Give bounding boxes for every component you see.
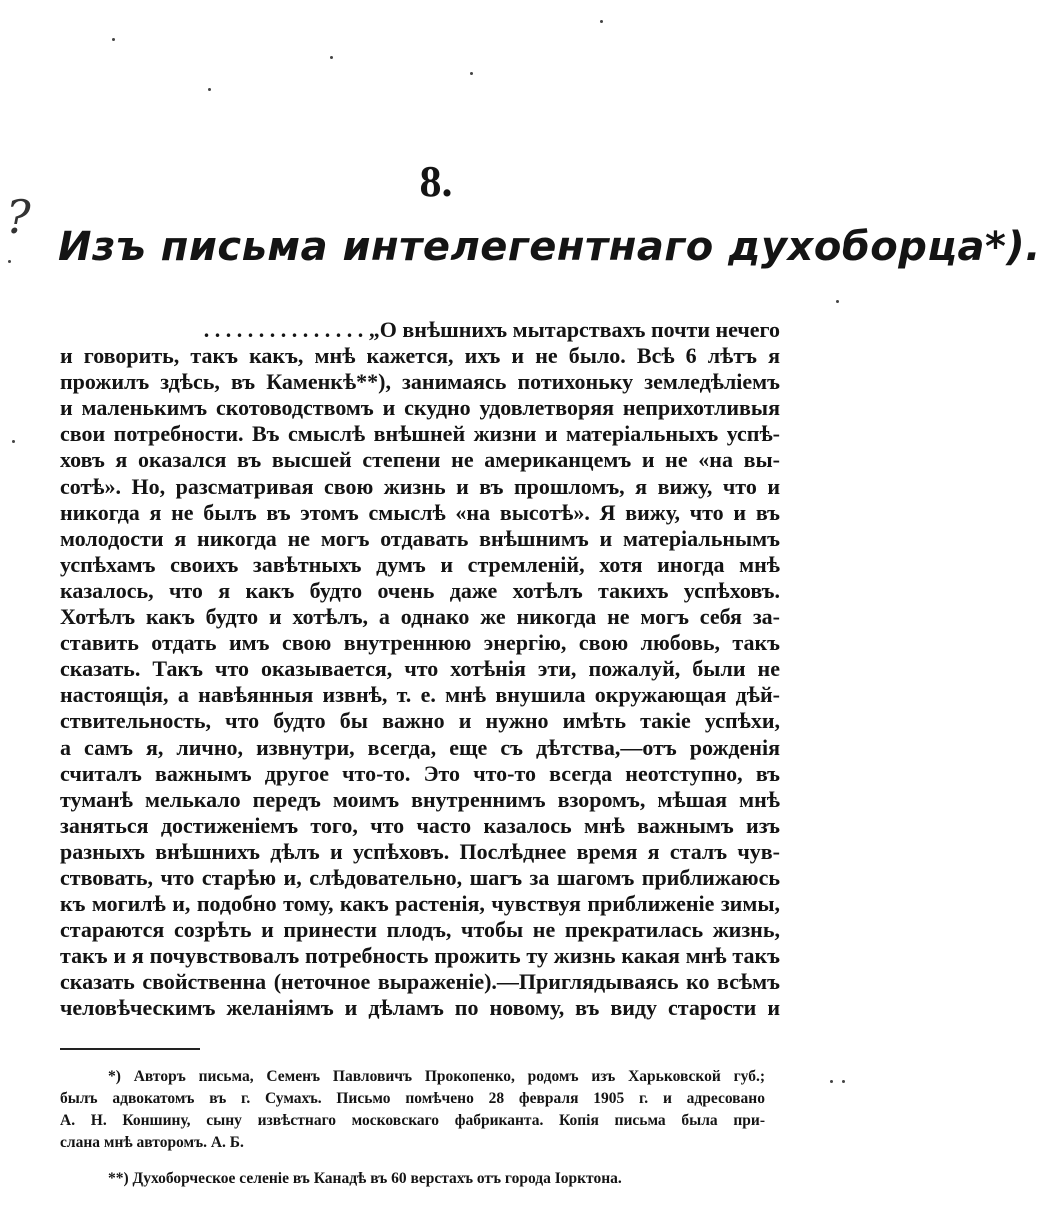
text-line: и говорить, такъ какъ, мнѣ кажется, ихъ и не было. Всѣ 6 лѣтъ я [60, 343, 780, 369]
scan-speck [208, 88, 211, 91]
text-line: человѣческимъ желаніямъ и дѣламъ по новому, въ виду старости и [60, 995, 780, 1021]
text-line: сотѣ». Но, разсматривая свою жизнь и въ прошломъ, я вижу, что и [60, 473, 780, 499]
text-line: такъ и я почувствовалъ потребность прожить ту жизнь какая мнѣ такъ [60, 943, 780, 969]
text-line: къ могилѣ и, подобно тому, какъ растенія, чувствуя приближеніе зимы, [60, 891, 780, 917]
footnote-line: былъ адвокатомъ въ г. Сумахъ. Письмо помѣчено 28 февраля 1905 г. и адресовано [60, 1090, 765, 1107]
text-line: а самъ я, лично, извнутри, всегда, еще съ дѣтства,—отъ рожденія [60, 734, 780, 760]
footnote-settlement [60, 1168, 765, 1190]
text-line: и маленькимъ скотоводствомъ и скудно удовлетворяя неприхотливыя [60, 395, 780, 421]
text-line: сказать. Такъ что оказывается, что хотѣнія эти, пожалуй, были не [60, 656, 780, 682]
scan-speck [830, 1080, 833, 1083]
chapter-title: Изъ письма интелегентнаго духоборца*). [58, 224, 1041, 270]
text-line: туманѣ мелькало передъ моимъ внутреннимъ взоромъ, мѣшая мнѣ [60, 786, 780, 812]
text-line: стараются созрѣть и принести плодъ, чтобы не прекратилась жизнь, [60, 917, 780, 943]
text-line: разныхъ внѣшнихъ дѣлъ и успѣховъ. Послѣднее время я сталъ чув- [60, 838, 780, 864]
footnote-line: слана мнѣ авторомъ. А. Б. [60, 1134, 244, 1151]
scan-speck [842, 1080, 845, 1083]
body-text [60, 317, 780, 1022]
text-line: . . . . . . . . . . . . . . . „О внѣшнихъ мытарствахъ почти нечего [203, 317, 780, 342]
text-line: сказать свойственна (неточное выраженіе).—Приглядываясь ко всѣмъ [60, 969, 780, 995]
scan-speck [112, 38, 115, 41]
scan-speck [470, 72, 473, 75]
scan-speck [836, 300, 839, 303]
scan-speck [8, 260, 11, 263]
footnote-author [60, 1066, 765, 1154]
margin-annotation: ? [6, 190, 31, 244]
scan-speck [330, 56, 333, 59]
scan-speck [600, 20, 603, 23]
text-line: ствительность, что будто бы важно и нужно имѣть такіе успѣхи, [60, 708, 780, 734]
footnote-line: *) Авторъ письма, Семенъ Павловичъ Прокопенко, родомъ изъ Харьковской губ.; [108, 1068, 765, 1085]
text-line: Хотѣлъ какъ будто и хотѣлъ, а однако же никогда не могъ себя за- [60, 604, 780, 630]
text-line: настоящія, а навѣянныя извнѣ, т. е. мнѣ внушила окружающая дѣй- [60, 682, 780, 708]
text-line: ствовать, что старѣю и, слѣдовательно, шагъ за шагомъ приближаюсь [60, 864, 780, 890]
text-line: заняться достиженіемъ того, что часто казалось мнѣ важнымъ изъ [60, 812, 780, 838]
text-line: ставить отдать имъ свою внутреннюю энергію, свою любовь, такъ [60, 630, 780, 656]
footnote-line: **) Духоборческое селеніе въ Канадѣ въ 60 верстахъ отъ города Іорктона. [108, 1170, 622, 1187]
scan-speck [12, 440, 15, 443]
text-line: свои потребности. Въ смыслѣ внѣшней жизни и матеріальныхъ успѣ- [60, 421, 780, 447]
text-line: ховъ я оказался въ высшей степени не американцемъ и не «на вы- [60, 447, 780, 473]
text-line: казалось, что я какъ будто очень даже хотѣлъ такихъ успѣховъ. [60, 577, 780, 603]
footnote-line: А. Н. Коншину, сыну извѣстнаго московскаго фабриканта. Копія письма была при- [60, 1112, 765, 1129]
text-line: никогда я не былъ въ этомъ смыслѣ «на высотѣ». Я вижу, что и въ [60, 499, 780, 525]
text-line: считалъ важнымъ другое что-то. Это что-то всегда неотступно, въ [60, 760, 780, 786]
chapter-number: 8. [419, 157, 453, 206]
footnote-divider [60, 1048, 200, 1050]
text-line: успѣхамъ своихъ завѣтныхъ думъ и стремленій, хотя иногда мнѣ [60, 551, 780, 577]
text-line: прожилъ здѣсь, въ Каменкѣ**), занимаясь потихоньку земледѣліемъ [60, 369, 780, 395]
footnotes [60, 1066, 765, 1190]
text-line: молодости я никогда не могъ отдавать внѣшнимъ и матеріальнымъ [60, 525, 780, 551]
